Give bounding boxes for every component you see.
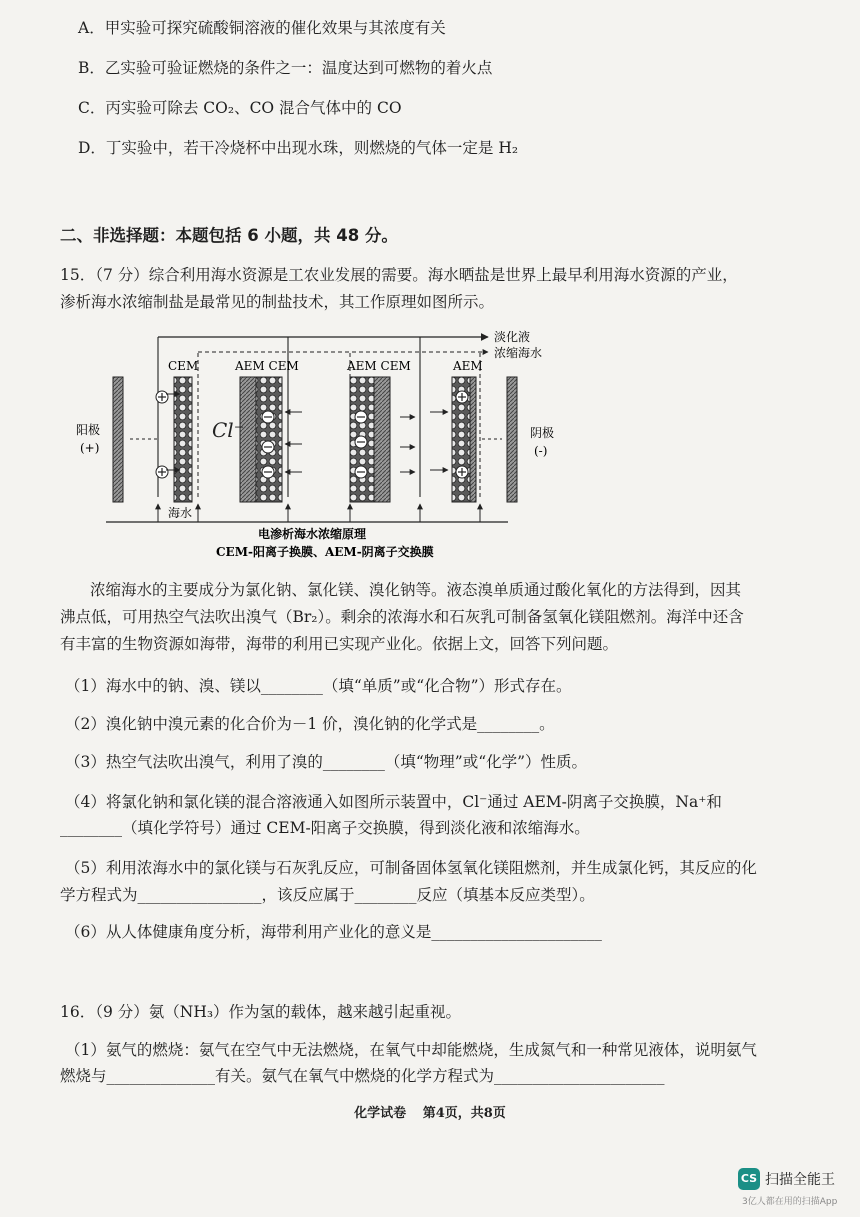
q15-sub4-line1: （4）将氯化钠和氯化镁的混合溶液通入如图所示装置中，Cl⁻通过 AEM-阴离子交换膜，Na⁺和 — [65, 793, 722, 811]
handwritten-cl-mark: Cl⁻ — [212, 418, 245, 442]
section-heading: 二、非选择题：本题包括 6 小题，共 48 分。 — [60, 226, 398, 245]
diagram-caption-1: 电渗析海水浓缩原理 — [258, 527, 367, 541]
membrane-cem-3 — [374, 377, 390, 502]
label-aem-cem-1: AEM CEM — [235, 359, 299, 373]
scanner-tagline: 3亿人都在用的扫描App — [742, 1197, 838, 1207]
label-seawater: 海水 — [168, 506, 193, 520]
q15-sub4-line2: ________（填化学符号）通过 CEM-阳离子交换膜，得到淡化液和浓缩海水。 — [60, 819, 590, 837]
option-d: D．丁实验中，若干冷烧杯中出现水珠，则燃烧的气体一定是 H₂ — [78, 139, 519, 157]
anode-plate — [113, 377, 123, 502]
label-cathode: 阴极 — [530, 426, 555, 440]
q15-para-line1: 浓缩海水的主要成分为氯化钠、氯化镁、溴化钠等。液态溴单质通过酸化氧化的方法得到，因其 — [90, 581, 742, 599]
q15-sub6: （6）从人体健康角度分析，海带利用产业化的意义是______________________ — [65, 923, 602, 941]
footer-page-number: 第4页，共8页 — [422, 1106, 506, 1121]
diagram-caption-2: CEM-阳离子换膜、AEM-阴离子交换膜 — [216, 545, 434, 559]
label-cem-1: CEM — [168, 359, 199, 373]
membrane-cem-1 — [174, 377, 192, 502]
page-footer — [0, 1102, 860, 1121]
label-cathode-sign: (-) — [534, 444, 548, 458]
label-aem-2: AEM — [453, 359, 483, 373]
membrane-cem-2 — [256, 377, 282, 502]
footer-subject: 化学试卷 — [354, 1106, 407, 1121]
label-anode-sign: (+) — [80, 441, 100, 455]
q15-intro-line2: 渗析海水浓缩制盐是最常见的制盐技术，其工作原理如图所示。 — [60, 293, 495, 311]
electrodialysis-diagram — [70, 322, 570, 567]
q16-sub1-line2: 燃烧与______________有关。氨气在氧气中燃烧的化学方程式为______________________ — [60, 1067, 665, 1085]
label-concentrated: 浓缩海水 — [494, 346, 543, 360]
q15-sub1: （1）海水中的钠、溴、镁以________（填“单质”或“化合物”）形式存在。 — [65, 677, 572, 695]
label-aem-cem-2: AEM CEM — [347, 359, 411, 373]
scanner-watermark — [738, 1168, 846, 1208]
cathode-plate — [507, 377, 517, 502]
option-a: A．甲实验可探究硫酸铜溶液的催化效果与其浓度有关 — [78, 19, 446, 37]
q16-sub1-line1: （1）氨气的燃烧：氨气在空气中无法燃烧，在氧气中却能燃烧，生成氮气和一种常见液体，说明氨气 — [65, 1041, 757, 1059]
scanner-app-name: 扫描全能王 — [765, 1172, 835, 1188]
q15-sub3: （3）热空气法吹出溴气，利用了溴的________（填“物理”或“化学”）性质。 — [65, 753, 588, 771]
label-dilute: 淡化液 — [494, 330, 531, 344]
option-c: C．丙实验可除去 CO₂、CO 混合气体中的 CO — [78, 99, 402, 117]
q15-intro-line1: 15．（7 分）综合利用海水资源是工农业发展的需要。海水晒盐是世界上最早利用海水资源的产业， — [60, 266, 738, 284]
label-anode: 阳极 — [76, 423, 101, 437]
q15-sub5-line1: （5）利用浓海水中的氯化镁与石灰乳反应，可制备固体氢氧化镁阻燃剂，并生成氯化钙，其反应的化 — [65, 859, 757, 877]
option-b: B．乙实验可验证燃烧的条件之一：温度达到可燃物的着火点 — [78, 59, 493, 77]
q15-para-line3: 有丰富的生物资源如海带，海带的利用已实现产业化。依据上文，回答下列问题。 — [60, 635, 619, 653]
q15-sub5-line2: 学方程式为________________，该反应属于________反应（填基本反应类型）。 — [60, 886, 595, 904]
q15-sub2: （2）溴化钠中溴元素的化合价为－1 价，溴化钠的化学式是________。 — [65, 715, 555, 733]
camscanner-logo-icon: CS — [738, 1168, 760, 1190]
q16-intro: 16．（9 分）氨（NH₃）作为氢的载体，越来越引起重视。 — [60, 1003, 462, 1021]
q15-para-line2: 沸点低，可用热空气法吹出溴气（Br₂）。剩余的浓海水和石灰乳可制备氢氧化镁阻燃剂。海洋中还含 — [60, 608, 744, 626]
